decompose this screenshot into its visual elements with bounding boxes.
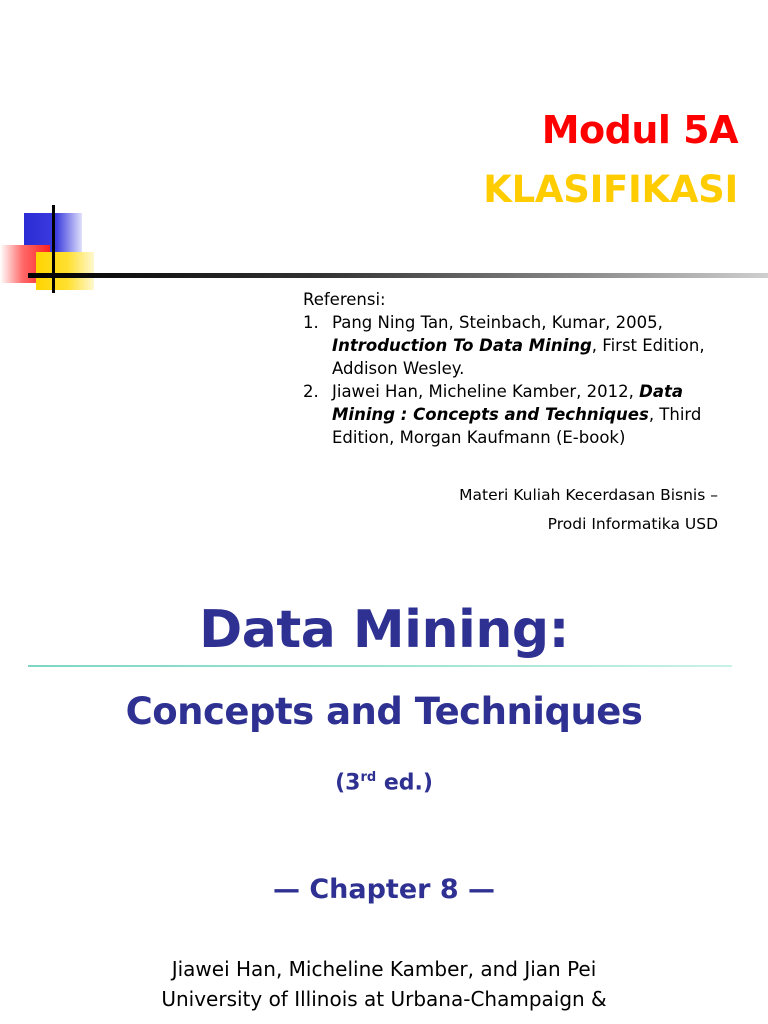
- reference-authors: Pang Ning Tan, Steinbach, Kumar, 2005,: [332, 313, 663, 332]
- references-block: [303, 288, 743, 449]
- book-title-slide: [0, 580, 768, 1024]
- module-subtitle: KLASIFIKASI: [483, 168, 738, 211]
- title-underline: [28, 665, 732, 667]
- reference-book-title: Data Mining : Concepts and Techniques: [332, 382, 683, 424]
- references-heading: Referensi:: [303, 290, 386, 309]
- module-title: Modul 5A: [541, 108, 738, 152]
- authors-names: Jiawei Han, Micheline Kamber, and Jian Pei: [171, 957, 597, 981]
- book-title: Data Mining:: [199, 600, 569, 660]
- edition-superscript: rd: [360, 770, 377, 785]
- book-edition: [0, 770, 768, 795]
- reference-number: 1.: [303, 313, 319, 332]
- vertical-rule: [52, 205, 55, 293]
- book-authors: [0, 954, 768, 1014]
- edition-suffix: ed.): [376, 770, 433, 796]
- references-list: [303, 311, 743, 449]
- yellow-square-decoration: [36, 252, 94, 290]
- reference-publisher: , First Edition, Addison Wesley.: [332, 336, 705, 378]
- program-name: Prodi Informatika USD: [547, 515, 718, 533]
- book-subtitle: Concepts and Techniques: [125, 690, 643, 733]
- chapter-heading: — Chapter 8 —: [272, 874, 496, 905]
- reference-publisher: , Third Edition, Morgan Kaufmann (E-book): [332, 405, 702, 447]
- reference-item-2: [303, 380, 743, 449]
- horizontal-rule: [28, 273, 768, 278]
- reference-authors: Jiawei Han, Micheline Kamber, 2012,: [332, 382, 634, 401]
- course-name: Materi Kuliah Kecerdasan Bisnis –: [459, 486, 718, 504]
- authors-affiliation: University of Illinois at Urbana-Champaign &: [161, 987, 607, 1011]
- reference-item-1: [303, 311, 743, 380]
- reference-number: 2.: [303, 382, 319, 401]
- course-info: [459, 481, 718, 539]
- edition-prefix: (3: [335, 770, 361, 796]
- reference-book-title: Introduction To Data Mining: [332, 336, 592, 355]
